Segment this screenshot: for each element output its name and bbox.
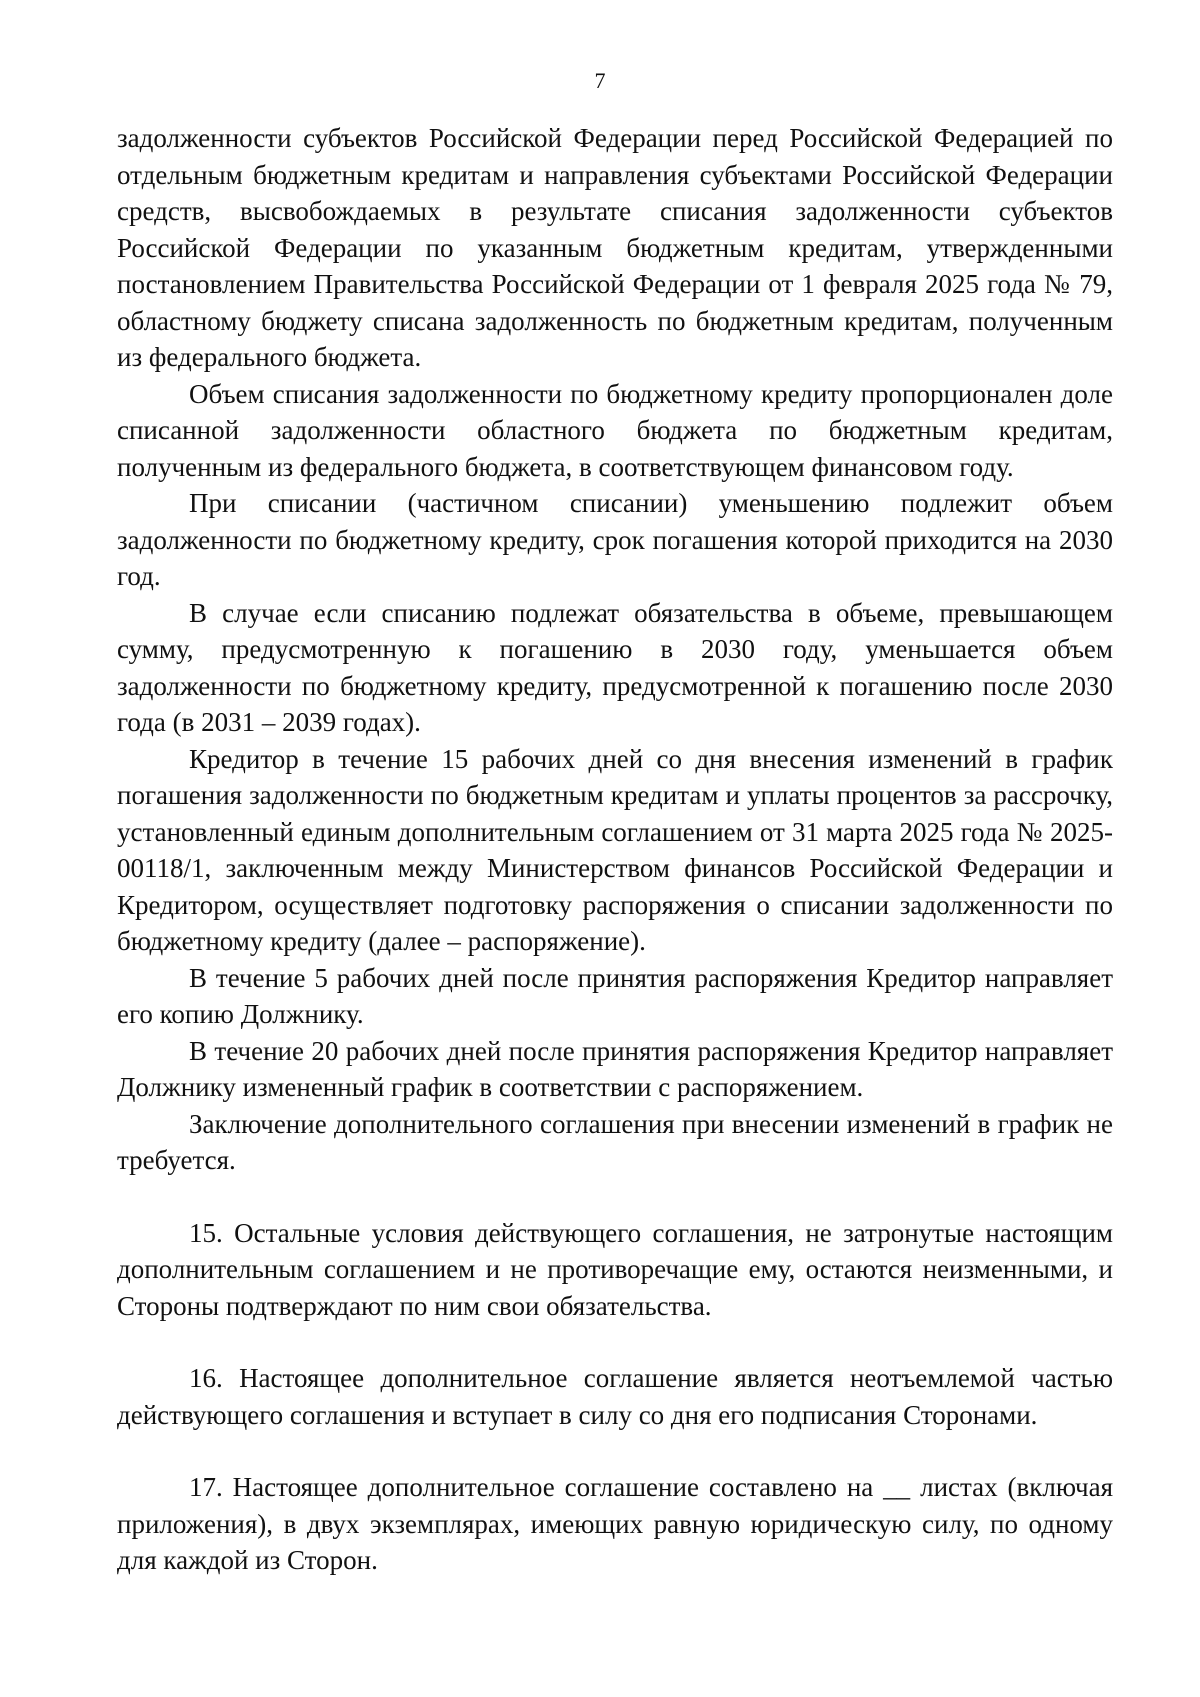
paragraph-continuation: задолженности субъектов Российской Федерации перед Российской Федерацией по отдельным бюджетным кредитам и направления субъектами Российской Федерации средств, высвобождаемых в результате списания задолженности субъектов Российской Федерации по указанным бюджетным кредитам, утвержденными постановлением Правительства Российской Федерации от 1 февраля 2025 года № 79, областному бюджету списана задолженность по бюджетным кредитам, полученным из федерального бюджета. — [117, 123, 1113, 372]
clause-17: 17. Настоящее дополнительное соглашение составлено на __ листах (включая приложения), в двух экземплярах, имеющих равную юридическую силу, по одному для каждой из Сторон. — [117, 1472, 1113, 1575]
paragraph-copy-to-debtor: В течение 5 рабочих дней после принятия распоряжения Кредитор направляет его копию Должнику. — [117, 962, 1113, 1029]
clause-15: 15. Остальные условия действующего соглашения, не затронутые настоящим дополнительным соглашением и не противоречащие ему, остаются неизменными, и Стороны подтверждают по ним свои обязательства. — [117, 1217, 1113, 1321]
paragraph-schedule-to-debtor: В течение 20 рабочих дней после принятия распоряжения Кредитор направляет Должнику измененный график в соответствии с распоряжением. — [117, 1035, 1113, 1102]
clause-16: 16. Настоящее дополнительное соглашение является неотъемлемой частью действующего соглашения и вступает в силу со дня его подписания Сторонами. — [117, 1363, 1113, 1430]
paragraph-excess-obligations: В случае если списанию подлежат обязательства в объеме, превышающем сумму, предусмотренную к погашению в 2030 году, уменьшается объем задолженности по бюджетному кредиту, предусмотренной к погашению после 2030 года (в 2031 – 2039 годах). — [117, 597, 1113, 737]
paragraph-no-agreement-needed: Заключение дополнительного соглашения при внесении изменений в график не требуется. — [117, 1108, 1113, 1175]
page-number: 7 — [594, 68, 606, 93]
paragraph-write-off-volume: Объем списания задолженности по бюджетному кредиту пропорционален доле списанной задолженности областного бюджета по бюджетным кредитам, полученным из федерального бюджета, в соответствующем финансовом году. — [117, 378, 1113, 482]
document-body — [117, 120, 1113, 1579]
paragraph-partial-write-off: При списании (частичном списании) уменьшению подлежит объем задолженности по бюджетному кредиту, срок погашения которой приходится на 2030 год. — [117, 488, 1113, 591]
paragraph-creditor-order: Кредитор в течение 15 рабочих дней со дня внесения изменений в график погашения задолженности по бюджетным кредитам и уплаты процентов за рассрочку, установленный единым дополнительным соглашением от 31 марта 2025 года № 2025-00118/1, заключенным между Министерством финансов Российской Федерации и Кредитором, осуществляет подготовку распоряжения о списании задолженности по бюджетному кредиту (далее – распоряжение). — [117, 743, 1113, 956]
